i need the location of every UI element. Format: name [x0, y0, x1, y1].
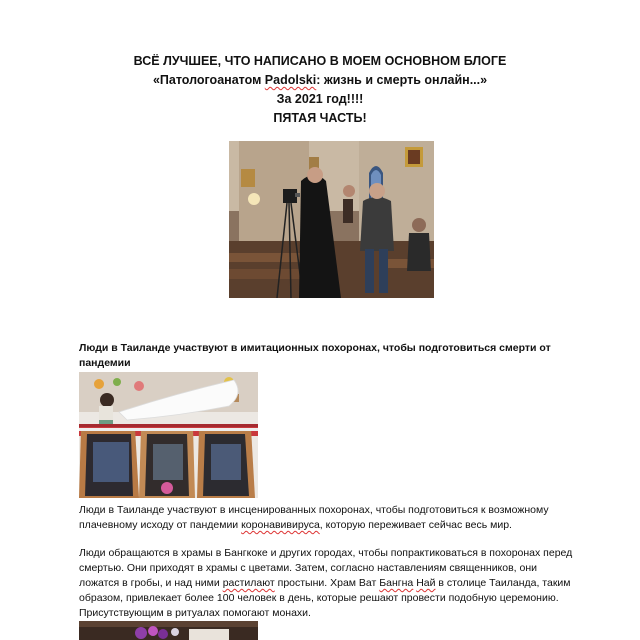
mock-funeral-coffins-photo: [79, 372, 258, 498]
heading-line-2: «Патологоанатом Padolski: жизнь и смерть онлайн...»: [152, 73, 488, 87]
article-paragraph-2: Люди обращаются в храмы в Бангкоке и других городах, чтобы попрактиковаться в похоронах перед смертью. Они приходят в храмы с цветами. Затем, согласно наставлениям священников, они ложатся в гробы, и над ними растилают простыни. Храм Ват Бангна Най в столице Таиланда, таким образом, привлекает более 100 человек в день, которые решают провести подобную церемонию. Присутствующим в ритуалах помогают монахи.: [79, 547, 573, 619]
flowers-coffin-photo: [79, 621, 258, 640]
heading-line-4: ПЯТАЯ ЧАСТЬ!: [273, 111, 367, 125]
spellcheck-word: растилают: [222, 577, 275, 589]
spellcheck-word: Padolski: [264, 73, 317, 87]
spellcheck-word: Бангна: [379, 577, 414, 589]
article-paragraph-1: Люди в Таиланде участвуют в инсценированных похоронах, чтобы подготовиться к возможному плачевному исходу от пандемии коронавивируса, которую переживает сейчас весь мир.: [79, 504, 549, 531]
document-heading: [0, 52, 640, 128]
heading-line-1: ВСЁ ЛУЧШЕЕ, ЧТО НАПИСАНО В МОЕМ ОСНОВНОМ БЛОГЕ: [133, 54, 507, 68]
article-subheading: Люди в Таиланде участвуют в имитационных похоронах, чтобы подготовиться смерти от пандемии: [79, 342, 551, 369]
heading-line-3: За 2021 год!!!!: [276, 92, 364, 106]
spellcheck-word: Най: [416, 577, 436, 589]
spellcheck-word: коронавивируса: [241, 519, 320, 531]
church-interior-photo: [229, 141, 434, 298]
